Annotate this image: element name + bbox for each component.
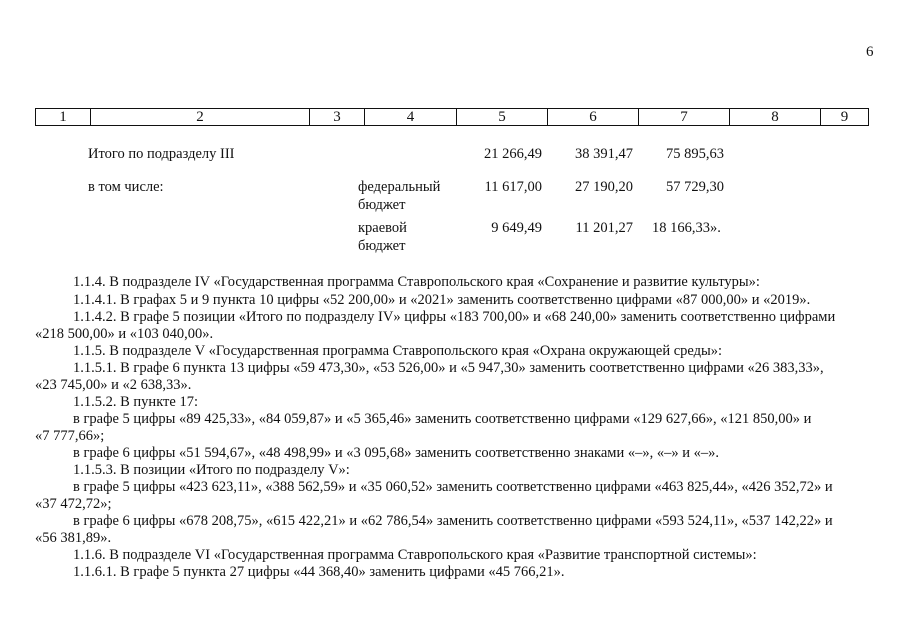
- regional-col7: 18 166,33».: [652, 220, 721, 236]
- regional-col6: 11 201,27: [575, 220, 633, 236]
- header-col-9: 9: [821, 109, 869, 126]
- header-col-4: 4: [365, 109, 457, 126]
- including-label: в том числе:: [88, 179, 164, 195]
- paragraph-1-1-5-2-col5-line2: «7 777,66»;: [35, 428, 105, 444]
- paragraph-1-1-5-2: 1.1.5.2. В пункте 17:: [73, 394, 198, 410]
- total-label: Итого по подразделу III: [88, 146, 235, 162]
- header-col-1: 1: [36, 109, 91, 126]
- paragraph-1-1-4-2-line1: 1.1.4.2. В графе 5 позиции «Итого по подразделу IV» цифры «183 700,00» и «68 240,00» заменить соответственно цифрами: [73, 309, 836, 325]
- paragraph-1-1-5-2-col5-line1: в графе 5 цифры «89 425,33», «84 059,87» и «5 365,46» заменить соответственно цифрами «129 627,66», «121 850,00» и: [73, 411, 812, 427]
- paragraph-1-1-5-3-col6-line2: «56 381,89».: [35, 530, 112, 546]
- federal-budget-label-line1: федеральный: [358, 179, 441, 195]
- header-col-7: 7: [639, 109, 730, 126]
- total-col7: 75 895,63: [666, 146, 724, 162]
- paragraph-1-1-5-3-col5-line2: «37 472,72»;: [35, 496, 112, 512]
- paragraph-1-1-5-1-line2: «23 745,00» и «2 638,33».: [35, 377, 192, 393]
- paragraph-1-1-4-1: 1.1.4.1. В графах 5 и 9 пункта 10 цифры «52 200,00» и «2021» заменить соответственно цифрами «87 000,00» и «2019».: [73, 292, 811, 308]
- paragraph-1-1-5-1-line1: 1.1.5.1. В графе 6 пункта 13 цифры «59 473,30», «53 526,00» и «5 947,30» заменить соответственно цифрами «26 383,33»,: [73, 360, 824, 376]
- paragraph-1-1-4-2-line2: «218 500,00» и «103 040,00».: [35, 326, 214, 342]
- header-col-3: 3: [310, 109, 365, 126]
- paragraph-1-1-5: 1.1.5. В подразделе V «Государственная программа Ставропольского края «Охрана окружающей среды»:: [73, 343, 723, 359]
- regional-col5: 9 649,49: [491, 220, 542, 236]
- header-col-8: 8: [730, 109, 821, 126]
- total-col6: 38 391,47: [575, 146, 633, 162]
- federal-col5: 11 617,00: [484, 179, 542, 195]
- paragraph-1-1-6: 1.1.6. В подразделе VI «Государственная программа Ставропольского края «Развитие транспортной системы»:: [73, 547, 757, 563]
- paragraph-1-1-5-3-col5-line1: в графе 5 цифры «423 623,11», «388 562,59» и «35 060,52» заменить соответственно цифрами «463 825,44», «426 352,72» и: [73, 479, 833, 495]
- federal-budget-label-line2: бюджет: [358, 197, 406, 213]
- paragraph-1-1-4: 1.1.4. В подразделе IV «Государственная программа Ставропольского края «Сохранение и развитие культуры»:: [73, 274, 760, 290]
- regional-budget-label-line2: бюджет: [358, 238, 406, 254]
- header-col-5: 5: [457, 109, 548, 126]
- total-col5: 21 266,49: [484, 146, 542, 162]
- regional-budget-label-line1: краевой: [358, 220, 407, 236]
- header-col-2: 2: [91, 109, 310, 126]
- paragraph-1-1-5-3-col6-line1: в графе 6 цифры «678 208,75», «615 422,21» и «62 786,54» заменить соответственно цифрами «593 524,11», «537 142,22» и: [73, 513, 833, 529]
- federal-col7: 57 729,30: [666, 179, 724, 195]
- paragraph-1-1-6-1: 1.1.6.1. В графе 5 пункта 27 цифры «44 368,40» заменить цифрами «45 766,21».: [73, 564, 565, 580]
- federal-col6: 27 190,20: [575, 179, 633, 195]
- paragraph-1-1-5-3: 1.1.5.3. В позиции «Итого по подразделу V»:: [73, 462, 350, 478]
- column-number-header: [35, 108, 869, 126]
- page-number: 6: [866, 44, 874, 60]
- paragraph-1-1-5-2-col6: в графе 6 цифры «51 594,67», «48 498,99» и «3 095,68» заменить соответственно знаками «–», «–» и «–».: [73, 445, 720, 461]
- header-col-6: 6: [548, 109, 639, 126]
